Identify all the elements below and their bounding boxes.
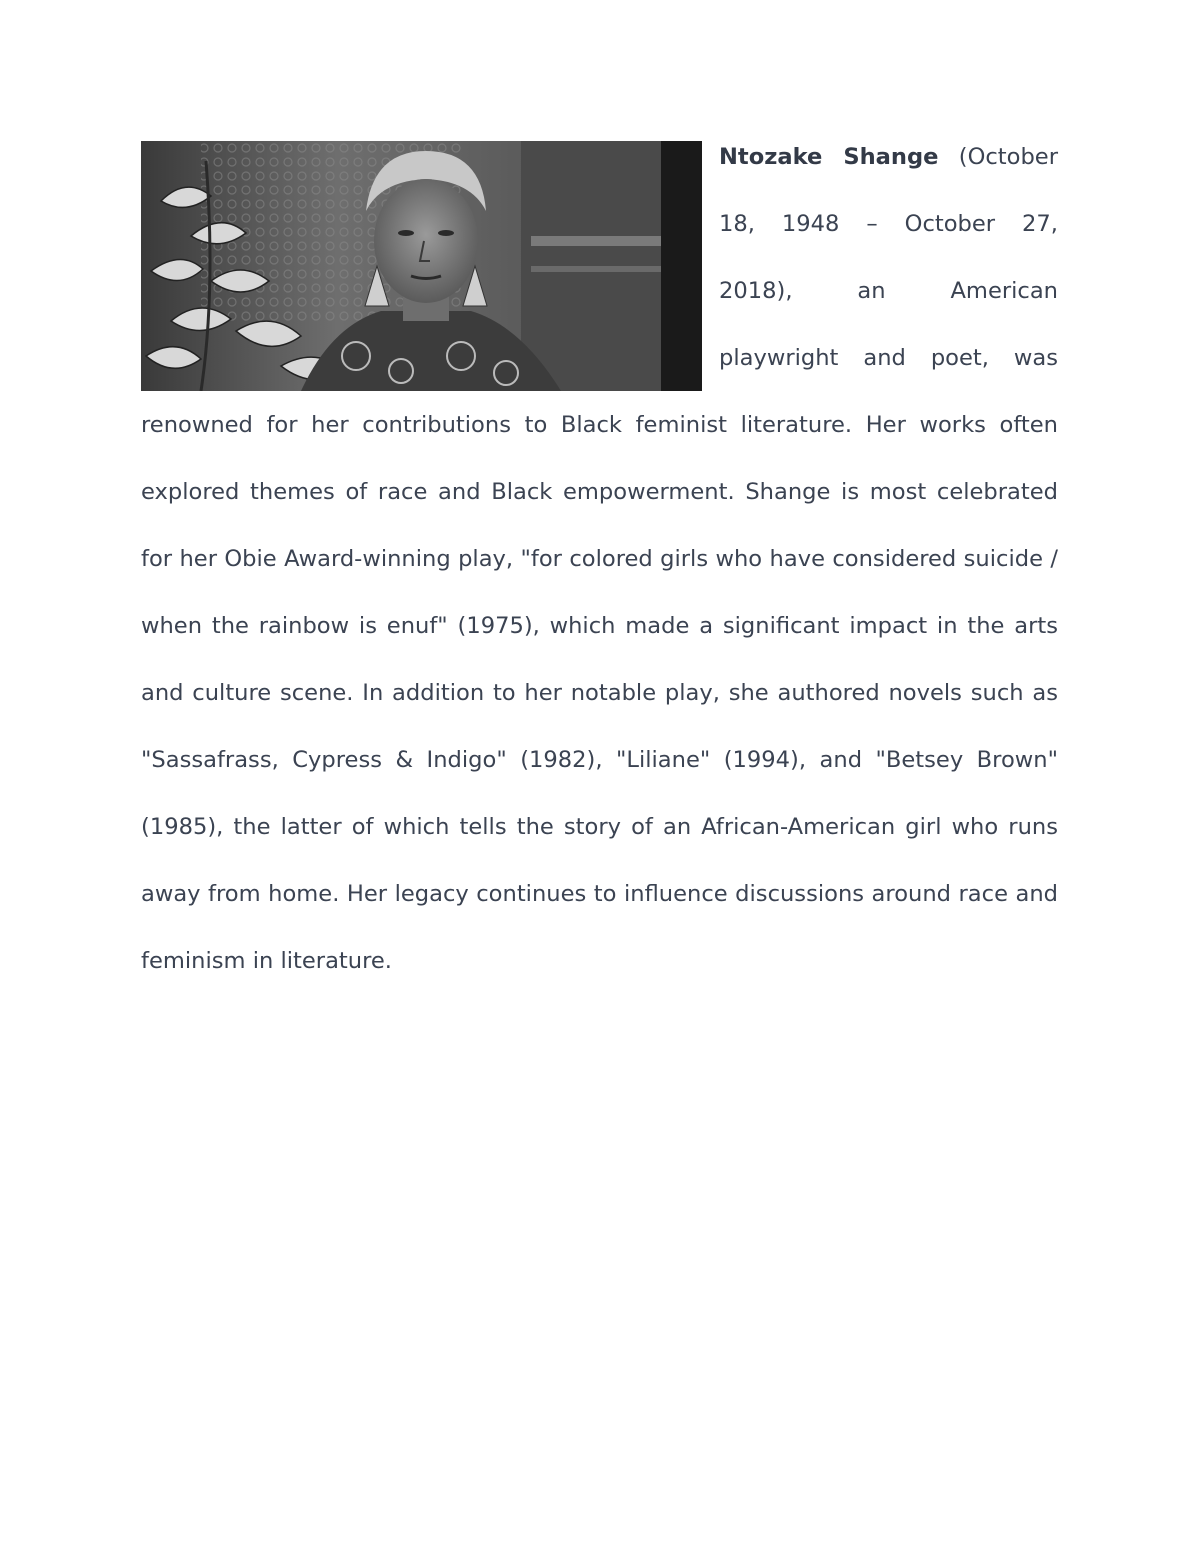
subject-name: Ntozake Shange (719, 144, 939, 170)
photo-wrap-spacer (141, 124, 719, 390)
biography-paragraph (141, 124, 1058, 995)
biography-text: (October 18, 1948 – October 27, 2018), an American playwright and poet, was renowned for her contributions to Black feminist literature. Her works often explored themes of race and Black empowerment. Shange is most celebrated for her Obie Award-winning play, "for colored girls who have considered suicide / when the rainbow is enuf" (1975), which made a significant impact in the arts and culture scene. In addition to her notable play, she authored novels such as "Sassafrass, Cypress & Indigo" (1982), "Liliane" (1994), and "Betsey Brown" (1985), the latter of which tells the story of an African-American girl who runs away from home. Her legacy continues to influence discussions around race and feminism in literature. (141, 144, 1058, 974)
